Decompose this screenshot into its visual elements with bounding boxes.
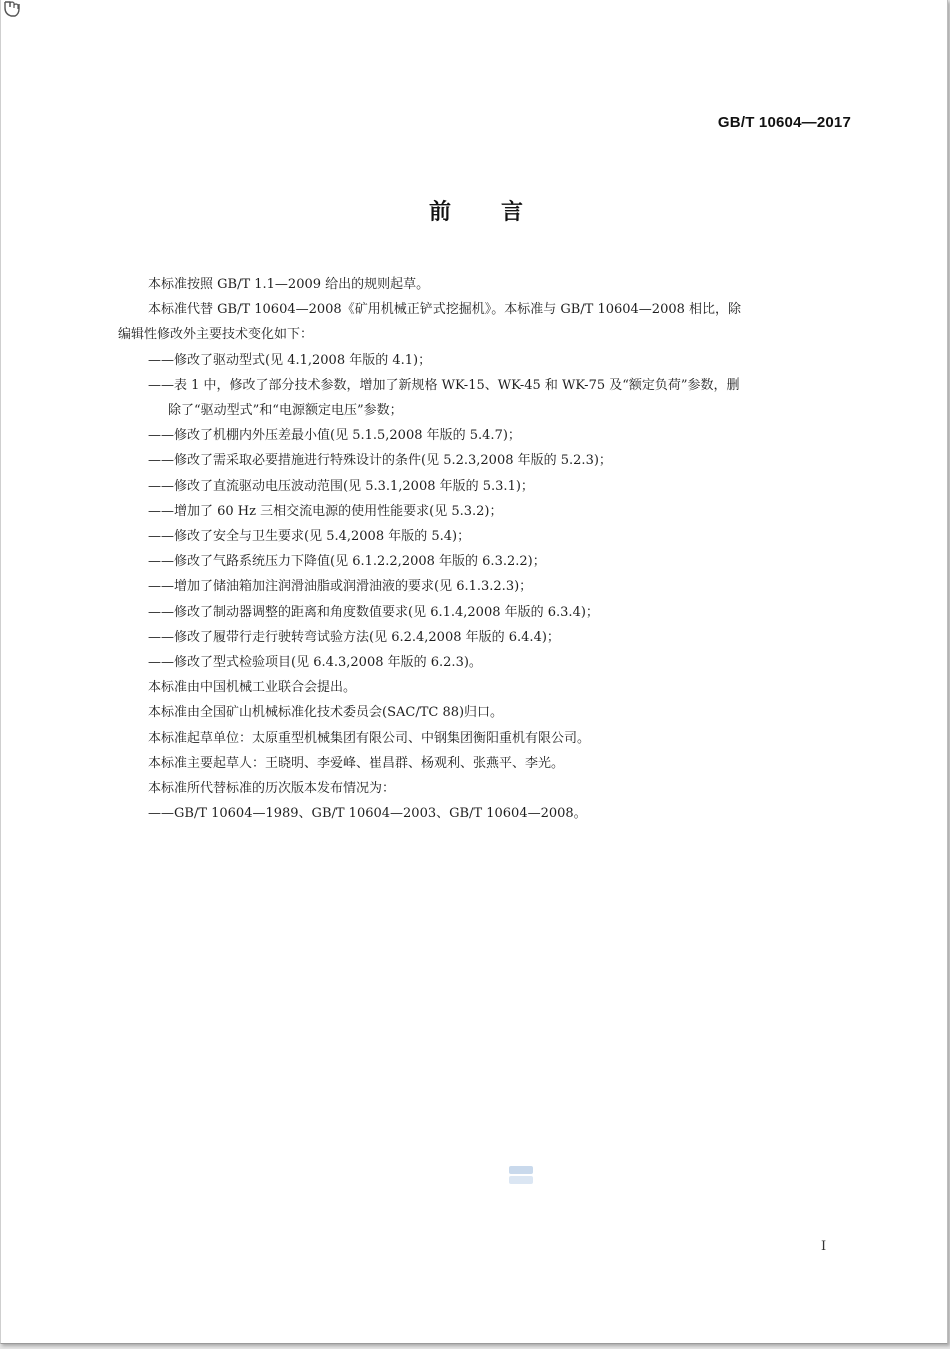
paragraph-line: 编辑性修改外主要技术变化如下：: [118, 327, 314, 343]
change-list-item: ——修改了制动器调整的距离和角度数值要求(见 6.1.4,2008 年版的 6.3.4)；: [148, 604, 599, 620]
paragraph: 本标准由中国机械工业联合会提出。: [148, 680, 357, 696]
change-list-item: ——修改了履带行走行驶转弯试验方法(见 6.2.4,2008 年版的 6.4.4)；: [148, 629, 560, 645]
change-list-item: ——修改了安全与卫生要求(见 5.4,2008 年版的 5.4)；: [148, 529, 471, 545]
document-body: [118, 272, 856, 826]
cursor-icon: [3, 0, 21, 20]
page-number: I: [821, 1239, 827, 1254]
standard-code: GB/T 10604—2017: [717, 114, 851, 131]
paragraph: 本标准由全国矿山机械标准化技术委员会(SAC/TC 88)归口。: [148, 705, 504, 721]
page-title: 前言: [428, 200, 573, 225]
change-list-item: ——修改了气路系统压力下降值(见 6.1.2.2,2008 年版的 6.3.2.2)；: [148, 554, 546, 570]
paragraph: 本标准起草单位：太原重型机械集团有限公司、中钢集团衡阳重机有限公司。: [148, 730, 591, 746]
change-list-item: ——增加了储油箱加注润滑油脂或润滑油液的要求(见 6.1.3.2.3)；: [148, 579, 533, 595]
paragraph-line: 本标准代替 GB/T 10604—2008《矿用机械正铲式挖掘机》。本标准与 GB/T 10604—2008 相比，除: [148, 302, 742, 318]
change-list-item: ——增加了 60 Hz 三相交流电源的使用性能要求(见 5.3.2)；: [148, 503, 503, 519]
watermark-logo-icon: [506, 1163, 536, 1187]
change-list-item: ——表 1 中，修改了部分技术参数，增加了新规格 WK-15、WK-45 和 WK-75 及“额定负荷”参数，删: [148, 377, 740, 393]
paragraph: 本标准按照 GB/T 1.1—2009 给出的规则起草。: [148, 277, 430, 292]
change-list-item: ——修改了需采取必要措施进行特殊设计的条件(见 5.2.3,2008 年版的 5.2.3)；: [148, 453, 612, 469]
change-list-item: ——修改了直流驱动电压波动范围(见 5.3.1,2008 年版的 5.3.1)；: [148, 478, 534, 494]
change-list-item: ——修改了型式检验项目(见 6.4.3,2008 年版的 6.2.3)。: [148, 655, 482, 671]
paragraph: 本标准所代替标准的历次版本发布情况为：: [148, 781, 396, 797]
paragraph: 本标准主要起草人：王晓明、李爱峰、崔昌群、杨观利、张燕平、李光。: [148, 755, 565, 771]
change-list-item: ——GB/T 10604—1989、GB/T 10604—2003、GB/T 10604—2008。: [148, 806, 587, 822]
change-list-item: ——修改了驱动型式(见 4.1,2008 年版的 4.1)；: [148, 352, 432, 368]
change-list-item: ——修改了机棚内外压差最小值(见 5.1.5,2008 年版的 5.4.7)；: [148, 428, 521, 444]
change-list-item-continuation: 除了“驱动型式”和“电源额定电压”参数；: [168, 403, 403, 419]
